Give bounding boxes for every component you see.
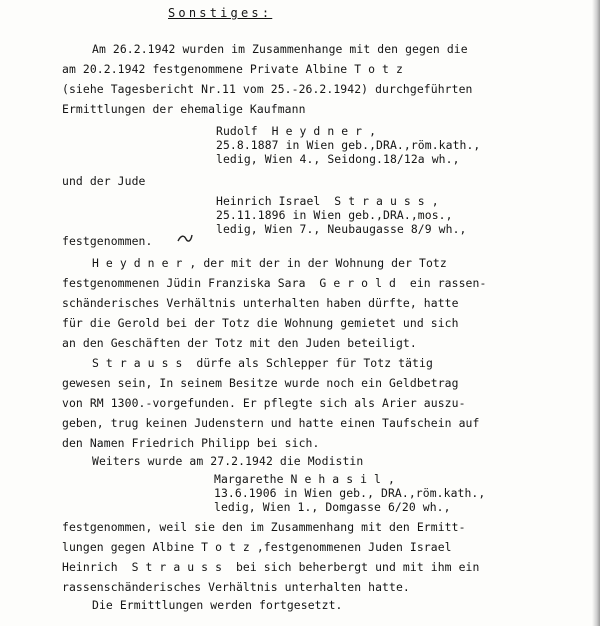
paragraph3-line1: S t r a u s s dürfe als Schlepper für Totz tätig	[92, 356, 433, 370]
person1-name: Rudolf H e y d n e r ,	[216, 124, 377, 138]
person3-line3: ledig, Wien 1., Domgasse 6/20 wh.,	[214, 500, 451, 514]
paragraph1-line3: (siehe Tagesbericht Nr.11 vom 25.-26.2.1942) durchgeführten	[62, 82, 473, 96]
paragraph2-line3: schänderisches Verhältnis unterhalten haben dürfte, hatte	[62, 296, 459, 310]
paragraph2-line4: für die Gerold bei der Totz die Wohnung gemietet und sich	[62, 316, 459, 330]
document-title: Sonstiges:	[168, 6, 273, 20]
person2-line3: ledig, Wien 7., Neubaugasse 8/9 wh.,	[216, 222, 467, 236]
paragraph4-intro: Weiters wurde am 27.2.1942 die Modistin	[92, 454, 364, 468]
paragraph3-line4: geben, trug keinen Judenstern und hatte einen Taufschein auf	[62, 416, 480, 430]
paragraph2-line2: festgenommenen Jüdin Franziska Sara G e r o l d ein rassen-	[62, 276, 487, 290]
paragraph1-line1: Am 26.2.1942 wurden im Zusammenhange mit den gegen die	[92, 42, 468, 56]
paragraph5-line2: lungen gegen Albine T o t z ,festgenommenen Juden Israel	[62, 540, 452, 554]
paragraph3-line5: den Namen Friedrich Philipp bei sich.	[62, 436, 320, 450]
paragraph3-line2: gewesen sein, In seinem Besitze wurde noch ein Geldbetrag	[62, 376, 459, 390]
person3-name: Margarethe N e h a s i l ,	[214, 472, 395, 486]
paragraph5-line1: festgenommen, weil sie den im Zusammenhang mit den Ermitt-	[62, 520, 466, 534]
paragraph3-line3: von RM 1300.-vorgefunden. Er pflegte sich als Arier auszu-	[62, 396, 466, 410]
paragraph1-line2: am 20.2.1942 festgenommene Private Albine T o t z	[62, 62, 403, 76]
handwritten-mark-icon	[176, 232, 194, 244]
paragraph5-line4: rassenschänderisches Verhältnis unterhalten hatte.	[62, 580, 410, 594]
person3-line2: 13.6.1906 in Wien geb., DRA.,röm.kath.,	[214, 486, 486, 500]
paragraph2-line1: H e y d n e r , der mit der in der Wohnung der Totz	[92, 256, 447, 270]
person1-line2: 25.8.1887 in Wien geb.,DRA.,röm.kath.,	[216, 138, 481, 152]
connector-text: und der Jude	[62, 174, 146, 188]
person2-name: Heinrich Israel S t r a u s s ,	[216, 194, 439, 208]
paragraph1-line4: Ermittlungen der ehemalige Kaufmann	[62, 102, 306, 116]
person2-line2: 25.11.1896 in Wien geb.,DRA.,mos.,	[216, 208, 453, 222]
arrested-line: festgenommen.	[62, 234, 153, 248]
paragraph5-line3: Heinrich S t r a u s s bei sich beherbergt und mit ihm ein	[62, 560, 480, 574]
paragraph2-line5: an den Geschäften der Totz mit den Juden beteiligt.	[62, 336, 417, 350]
page-edge-shadow	[592, 0, 600, 626]
closing-line: Die Ermittlungen werden fortgesetzt.	[92, 598, 343, 612]
person1-line3: ledig, Wien 4., Seidong.18/12a wh.,	[216, 152, 460, 166]
